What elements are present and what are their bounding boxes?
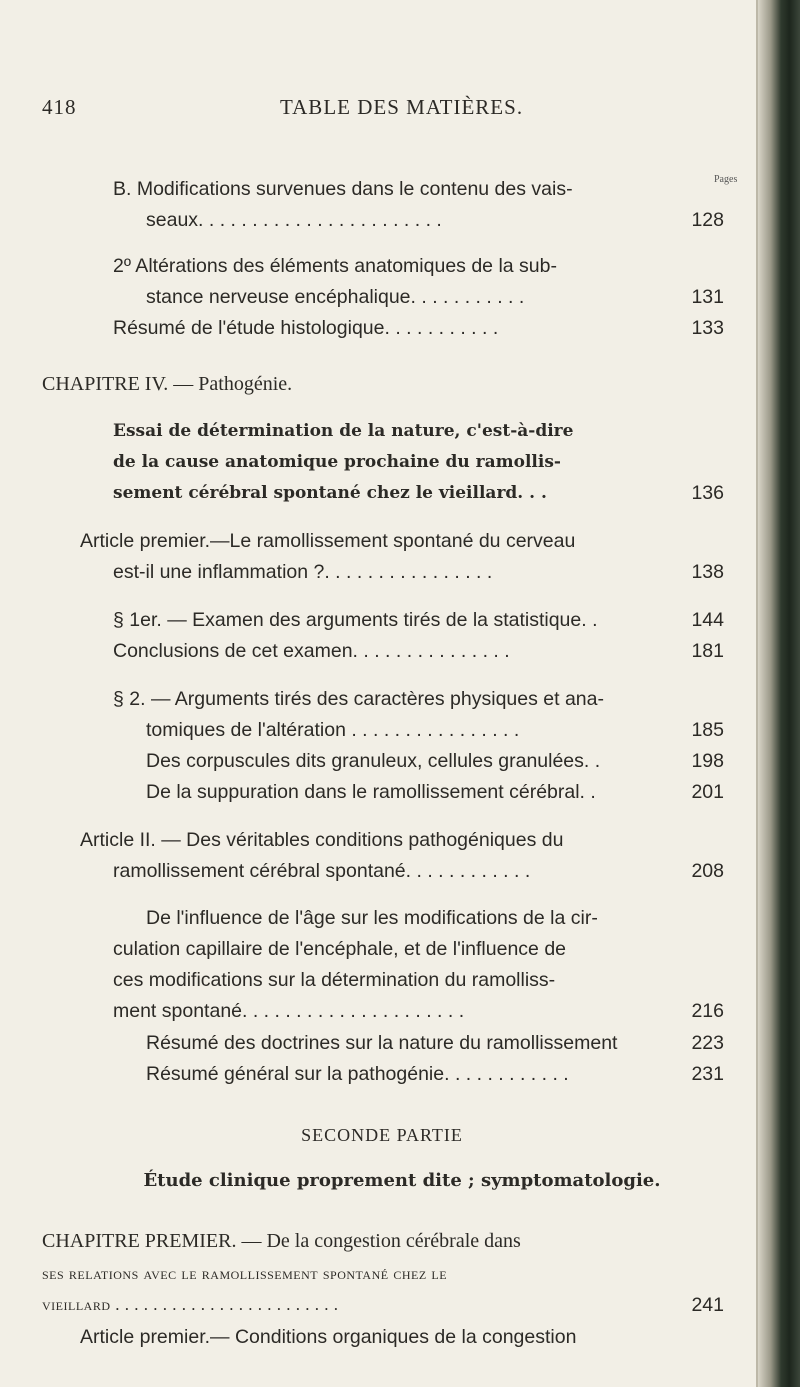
toc-page-number: 241 <box>691 1294 724 1316</box>
page-header <box>42 95 602 125</box>
chapter-heading: CHAPITRE PREMIER. — De la congestion cérébrale dans <box>42 1230 521 1252</box>
toc-entry-bold: Essai de détermination de la nature, c'est-à-dire <box>113 421 574 441</box>
toc-entry-bold: sement cérébral spontané chez le vieillard. . . <box>113 483 547 503</box>
toc-entry: tomiques de l'altération . . . . . . . . . . . . . . . . <box>146 719 520 741</box>
page-number: 418 <box>42 95 77 119</box>
toc-entry: ment spontané. . . . . . . . . . . . . . . . . . . . . <box>113 1000 465 1022</box>
toc-entry: Conclusions de cet examen. . . . . . . . . . . . . . . <box>113 640 510 662</box>
toc-entry: seaux. . . . . . . . . . . . . . . . . . . . . . . <box>146 209 442 231</box>
toc-page-number: 133 <box>691 317 724 339</box>
toc-entry: ses relations avec le ramollissement spontané chez le <box>42 1264 448 1283</box>
toc-entry: B. Modifications survenues dans le contenu des vais- <box>113 178 573 200</box>
article-heading: Article premier.—Le ramollissement spontané du cerveau <box>80 530 576 552</box>
toc-page-number: 138 <box>691 561 724 583</box>
toc-entry: est-il une inflammation ?. . . . . . . . . . . . . . . . <box>113 561 493 583</box>
toc-page-number: 198 <box>691 750 724 772</box>
toc-page-number: 181 <box>691 640 724 662</box>
toc-page-number: 216 <box>691 1000 724 1022</box>
toc-entry: Des corpuscules dits granuleux, cellules granulées. . <box>146 750 601 772</box>
toc-page-number: 136 <box>691 482 724 504</box>
toc-page-number: 128 <box>691 209 724 231</box>
toc-entry: culation capillaire de l'encéphale, et de l'influence de <box>113 938 567 960</box>
part-subheading: Étude clinique proprement dite ; symptomatologie. <box>143 1170 661 1191</box>
toc-entry: stance nerveuse encéphalique. . . . . . . . . . . <box>146 286 525 308</box>
toc-entry: vieillard . . . . . . . . . . . . . . . . . . . . . . . . <box>42 1295 339 1314</box>
part-heading: SECONDE PARTIE <box>301 1125 463 1145</box>
book-page-edge <box>758 0 800 1387</box>
page-title: TABLE DES MATIÈRES. <box>280 95 524 119</box>
toc-page-number: 208 <box>691 860 724 882</box>
toc-entry: 2º Altérations des éléments anatomiques de la sub- <box>113 255 557 277</box>
toc-entry: Résumé des doctrines sur la nature du ramollissement <box>146 1032 618 1054</box>
toc-page-number: 131 <box>691 286 724 308</box>
toc-page-number: 201 <box>691 781 724 803</box>
toc-page-number: 144 <box>691 609 724 631</box>
toc-entry: ramollissement cérébral spontané. . . . . . . . . . . . <box>113 860 531 882</box>
toc-entry: Résumé de l'étude histologique. . . . . . . . . . . <box>113 317 499 339</box>
article-heading: Article II. — Des véritables conditions pathogéniques du <box>80 829 564 851</box>
toc-page-number: 223 <box>691 1032 724 1054</box>
toc-page-number: 231 <box>691 1063 724 1085</box>
toc-entry-bold: de la cause anatomique prochaine du ramollis- <box>113 452 561 472</box>
article-heading: Article premier.— Conditions organiques de la congestion <box>80 1326 577 1348</box>
toc-entry: § 2. — Arguments tirés des caractères physiques et ana- <box>113 688 604 710</box>
toc-entry: De la suppuration dans le ramollissement cérébral. . <box>146 781 596 803</box>
toc-entry: § 1er. — Examen des arguments tirés de la statistique. . <box>113 609 598 631</box>
toc-entry: ces modifications sur la détermination du ramolliss- <box>113 969 556 991</box>
chapter-heading: CHAPITRE IV. — Pathogénie. <box>42 373 293 395</box>
pages-column-label: Pages <box>714 174 738 185</box>
toc-entry: Résumé général sur la pathogénie. . . . . . . . . . . . <box>146 1063 569 1085</box>
toc-page-number: 185 <box>691 719 724 741</box>
toc-entry: De l'influence de l'âge sur les modifications de la cir- <box>146 907 598 929</box>
